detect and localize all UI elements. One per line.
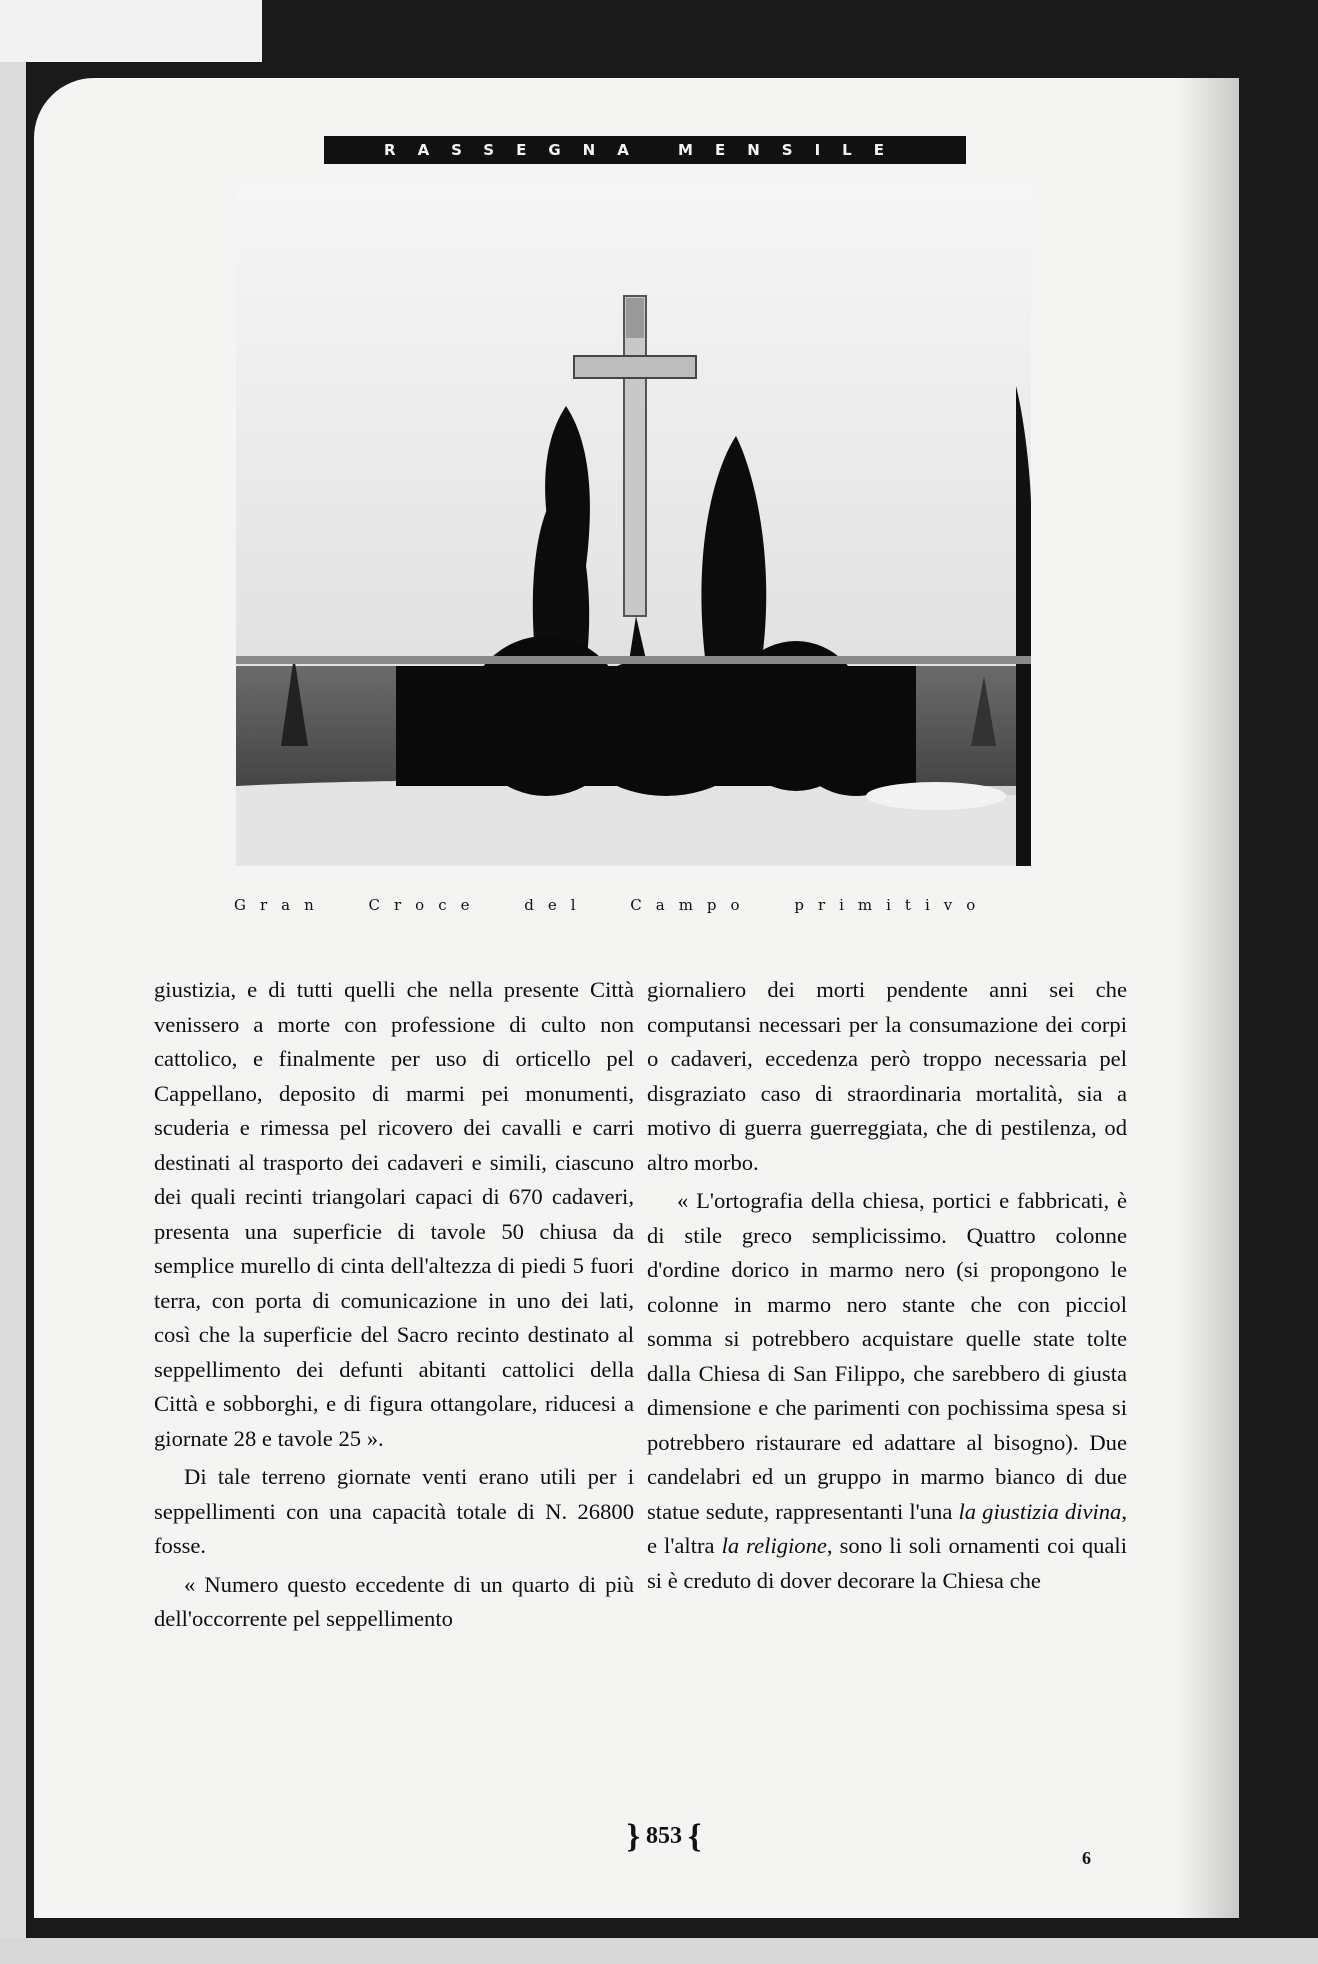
paragraph: giornaliero dei morti pendente anni sei che computansi necessari per la consumazione dei corpi o cadaveri, eccedenza però troppo necessaria pel disgraziato caso di straordinaria mortalità, sia a motivo di guerra guerreggiata, che di pestilenza, od altro morbo.: [647, 977, 1127, 1175]
scan-margin-left: [0, 62, 26, 1964]
page: [34, 78, 1239, 1918]
paragraph: [647, 1184, 1127, 1598]
cross-photo-illustration: [236, 186, 1031, 866]
page-gutter-shadow: [1179, 78, 1239, 1918]
scan-margin-bottom: [0, 1938, 1318, 1964]
page-number-value: 853: [646, 1823, 682, 1849]
paragraph: Di tale terreno giornate venti erano utili per i seppellimenti con una capacità totale di N. 26800 fosse.: [154, 1464, 634, 1558]
folio-left-brace: }: [626, 1818, 640, 1855]
text-run: , sono li soli ornamenti coi quali si è creduto di dover decorare la Chiesa che: [647, 1533, 1127, 1593]
text-run: « L'ortografia della chiesa, portici e fabbricati, è di stile greco semplicissimo. Quattro colonne d'ordine dorico in marmo nero (si propongono le colonne in marmo nero stante che con picciol somma si potrebbero acquistare quelle state tolte dalla Chiesa di San Filippo, che sarebbero di giusta dimensione e che parimenti con pochissima spesa si potrebbero ristaurare ed adattare al bisogno). Due candelabri ed un gruppo in marmo bianco di due statue sedute, rappresentanti l'una: [647, 1188, 1127, 1524]
italic-phrase: la religione: [721, 1533, 827, 1558]
folio-right-brace: {: [688, 1818, 702, 1855]
photograph: [236, 186, 1031, 866]
paragraph: « Numero questo eccedente di un quarto di più dell'occorrente pel seppellimento: [154, 1571, 634, 1631]
text-run: , e l'altra: [647, 1498, 1128, 1558]
text-column-left: [154, 973, 634, 1637]
page-number: [594, 1818, 734, 1856]
signature-mark: 6: [1082, 1848, 1091, 1868]
scan-margin-top: [0, 0, 262, 62]
italic-phrase: la giustizia divina: [958, 1498, 1122, 1524]
photo-caption: Gran Croce del Campo primitivo: [234, 896, 990, 914]
text-column-right: [647, 973, 1127, 1598]
paragraph: giustizia, e di tutti quelli che nella presente Città venissero a morte con professione di culto non cattolico, e finalmente per uso di orticello pel Cappellano, deposito di marmi pei monumenti, scuderia e rimessa pel ricovero dei cavalli e carri destinati al trasporto dei cadaveri e simili, ciascuno dei quali recinti triangolari capaci di 670 cadaveri, presenta una superficie di tavole 50 chiusa da semplice murello di cinta dell'altezza di piedi 5 fuori terra, con porta di comunicazione in uno dei lati, così che la superficie del Sacro recinto destinato al seppellimento dei defunti abitanti cattolici della Città e sobborghi, e di figura ottangolare, riducesi a giornate 28 e tavole 25 ».: [154, 977, 634, 1451]
running-header-title: RASSEGNA MENSILE: [384, 141, 906, 159]
running-header: [324, 136, 966, 164]
